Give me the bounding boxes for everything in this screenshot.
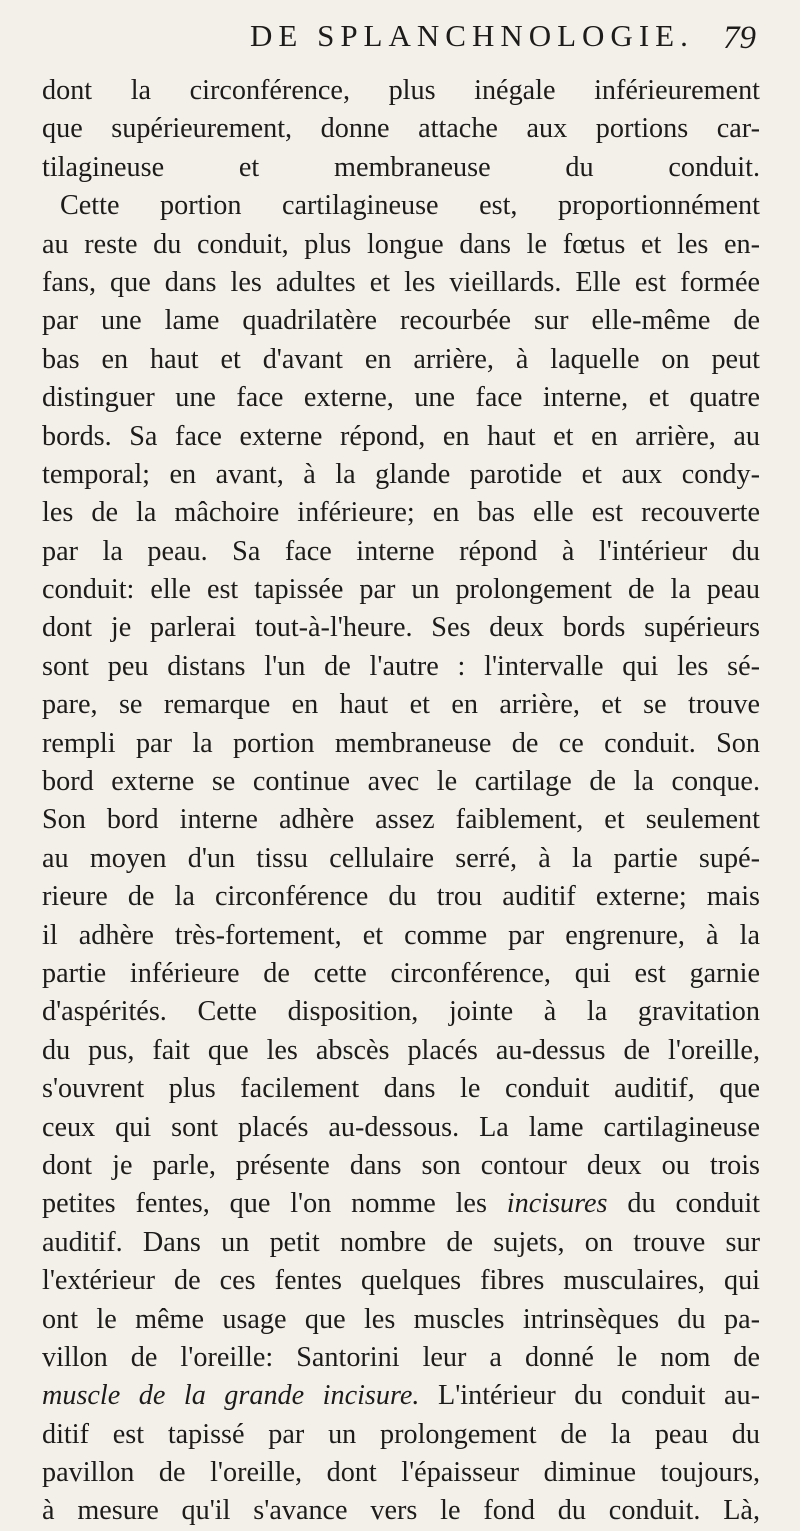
text-segment: du conduit: [607, 1188, 760, 1220]
body-text: [42, 72, 760, 1531]
text-segment: petites fentes, que l'on nomme les: [42, 1188, 487, 1220]
text-line-with-italic: [42, 1377, 760, 1415]
text-line: au moyen d'un tissu cellulaire serré, à la partie supé-: [42, 842, 760, 874]
text-line: auditif. Dans un petit nombre de sujets, on trouve sur: [42, 1226, 760, 1258]
text-line: ditif est tapissé par un prolongement de la peau du: [42, 1418, 760, 1450]
text-line: d'aspérités. Cette disposition, jointe à la gravitation: [42, 996, 760, 1028]
text-line: bas en haut et d'avant en arrière, à laquelle on peut: [42, 343, 760, 375]
italic-term-incisures: incisures: [506, 1188, 608, 1220]
running-head: DE SPLANCHNOLOGIE.: [250, 18, 694, 53]
text-line: bords. Sa face externe répond, en haut et en arrière, au: [42, 420, 760, 452]
text-line: ceux qui sont placés au-dessous. La lame cartilagineuse: [42, 1111, 760, 1143]
text-line: bord externe se continue avec le cartilage de la conque.: [42, 766, 760, 798]
text-line: que supérieurement, donne attache aux portions car-: [42, 113, 760, 145]
text-line: rempli par la portion membraneuse de ce conduit. Son: [42, 727, 760, 759]
text-line: ont le même usage que les muscles intrinsèques du pa-: [42, 1303, 760, 1335]
text-line: fans, que dans les adultes et les vieillards. Elle est formée: [42, 266, 760, 298]
text-line: villon de l'oreille: Santorini leur a donné le nom de: [42, 1341, 760, 1373]
page-number: 79: [723, 20, 756, 56]
text-segment: L'intérieur du conduit au-: [419, 1380, 760, 1412]
text-line: dont la circonférence, plus inégale inférieurement: [42, 75, 760, 106]
text-line: dont je parlerai tout-à-l'heure. Ses deux bords supérieurs: [42, 612, 760, 644]
text-line: au reste du conduit, plus longue dans le fœtus et les en-: [42, 228, 760, 260]
text-line: rieure de la circonférence du trou auditif externe; mais: [42, 881, 760, 913]
text-line: partie inférieure de cette circonférence, qui est garnie: [42, 957, 760, 989]
italic-term-muscle: muscle de la grande incisure.: [42, 1380, 420, 1412]
text-line: dont je parle, présente dans son contour deux ou trois: [42, 1149, 760, 1181]
text-line: du pus, fait que les abscès placés au-dessus de l'oreille,: [42, 1034, 760, 1066]
text-line: Son bord interne adhère assez faiblement, et seulement: [42, 804, 760, 836]
text-line: par une lame quadrilatère recourbée sur elle-même de: [42, 305, 760, 337]
text-line: sont peu distans l'un de l'autre : l'intervalle qui les sé-: [42, 650, 760, 682]
text-line: à mesure qu'il s'avance vers le fond du conduit. Là,: [42, 1495, 760, 1527]
text-line-with-italic: [42, 1185, 760, 1223]
text-line: temporal; en avant, à la glande parotide et aux condy-: [42, 458, 760, 490]
text-line: pavillon de l'oreille, dont l'épaisseur diminue toujours,: [42, 1457, 760, 1489]
page-header: [42, 14, 760, 66]
text-line: pare, se remarque en haut et en arrière, et se trouve: [42, 689, 760, 721]
text-line: tilagineuse et membraneuse du conduit.: [42, 151, 760, 183]
text-line: distinguer une face externe, une face interne, et quatre: [42, 382, 760, 414]
text-line: s'ouvrent plus facilement dans le conduit auditif, que: [42, 1073, 760, 1105]
text-line: Cette portion cartilagineuse est, proportionnément: [60, 190, 760, 222]
text-line: par la peau. Sa face interne répond à l'intérieur du: [42, 535, 760, 567]
text-line: conduit: elle est tapissée par un prolongement de la peau: [42, 574, 760, 606]
text-line: les de la mâchoire inférieure; en bas elle est recouverte: [42, 497, 760, 529]
text-line: l'extérieur de ces fentes quelques fibres musculaires, qui: [42, 1265, 760, 1297]
text-line: il adhère très-fortement, et comme par engrenure, à la: [42, 919, 760, 951]
